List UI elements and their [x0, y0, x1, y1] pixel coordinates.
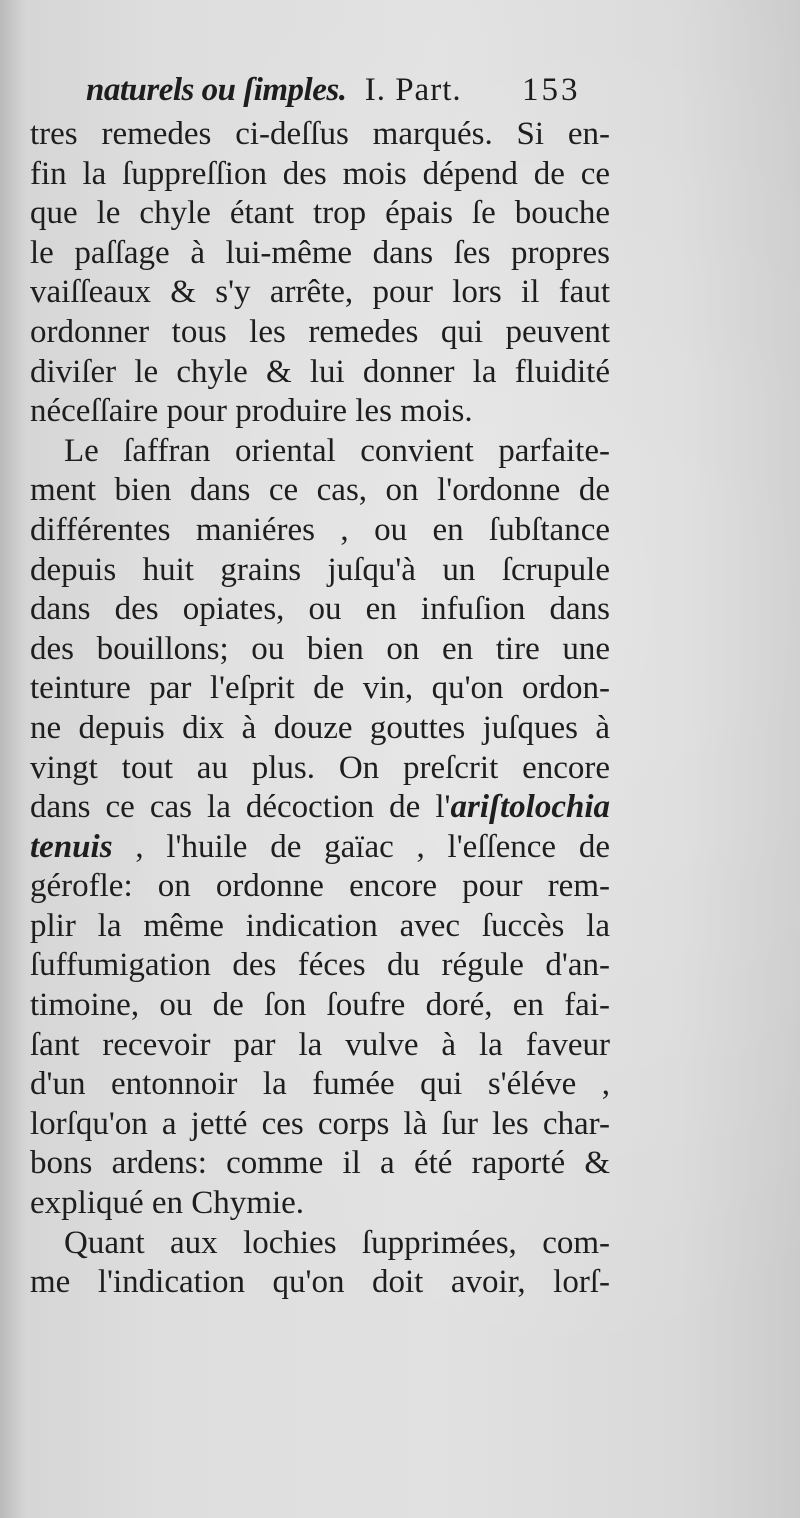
text-line: timoine, ou de ſon ſoufre doré, en fai-	[30, 987, 610, 1024]
text-line: différentes maniéres , ou en ſubſtance	[30, 511, 610, 548]
paragraph-end-line: expliqué en Chymie.	[30, 1185, 305, 1222]
text-line: lorſqu'on a jetté ces corps là ſur les char-	[30, 1105, 610, 1142]
text-line: le paſſage à lui-même dans ſes propres	[30, 234, 610, 271]
latin-term-aristolochia: ariſtolochia	[450, 789, 610, 826]
page-number: 153	[522, 72, 581, 108]
text-line: gérofle: on ordonne encore pour rem-	[30, 868, 610, 905]
text-line: des bouillons; ou bien on en tire une	[30, 630, 610, 667]
running-head	[86, 70, 606, 110]
body-text	[30, 115, 610, 1303]
text-line-with-latin-term	[30, 828, 610, 868]
text-line-with-latin-term	[30, 788, 610, 828]
text-line: d'un entonnoir la fumée qui s'éléve ,	[30, 1066, 610, 1103]
text-line: depuis huit grains juſqu'à un ſcrupule	[30, 551, 610, 588]
text-line: fin la ſuppreſſion des mois dépend de ce	[30, 155, 610, 192]
text-line: ſant recevoir par la vulve à la faveur	[30, 1026, 610, 1063]
text-line: que le chyle étant trop épais ſe bouche	[30, 195, 610, 232]
text-line: ſuffumigation des féces du régule d'an-	[30, 947, 610, 984]
running-head-part: I. Part.	[364, 72, 462, 108]
text-line: plir la même indication avec ſuccès la	[30, 907, 610, 944]
text-line: vaiſſeaux & s'y arrête, pour lors il faut	[30, 274, 610, 311]
text-line: vingt tout au plus. On preſcrit encore	[30, 749, 610, 786]
text-line: ment bien dans ce cas, on l'ordonne de	[30, 472, 610, 509]
text-line: dans des opiates, ou en infuſion dans	[30, 591, 610, 628]
latin-term-tenuis: tenuis	[30, 828, 113, 865]
text-line: diviſer le chyle & lui donner la fluidité	[30, 353, 610, 390]
paragraph-start-line: Quant aux lochies ſupprimées, com-	[64, 1224, 610, 1261]
running-head-title: naturels ou ſimples.	[86, 72, 347, 108]
paragraph-end-line: néceſſaire pour produire les mois.	[30, 393, 473, 430]
text-line: ne depuis dix à douze gouttes juſques à	[30, 709, 610, 746]
binding-shadow	[0, 0, 26, 1518]
paragraph-start-line: Le ſaffran oriental convient parfaite-	[64, 432, 610, 469]
text-line: teinture par l'eſprit de vin, qu'on ordon-	[30, 670, 610, 707]
text-line: tres remedes ci-deſſus marqués. Si en-	[30, 116, 610, 152]
text-fragment: , l'huile de gaïac , l'eſſence de	[112, 828, 610, 865]
text-line: me l'indication qu'on doit avoir, lorſ-	[30, 1264, 610, 1301]
text-fragment: dans ce cas la décoction de l'	[30, 789, 451, 826]
text-line: bons ardens: comme il a été raporté &	[30, 1145, 610, 1182]
text-line: ordonner tous les remedes qui peuvent	[30, 313, 610, 350]
